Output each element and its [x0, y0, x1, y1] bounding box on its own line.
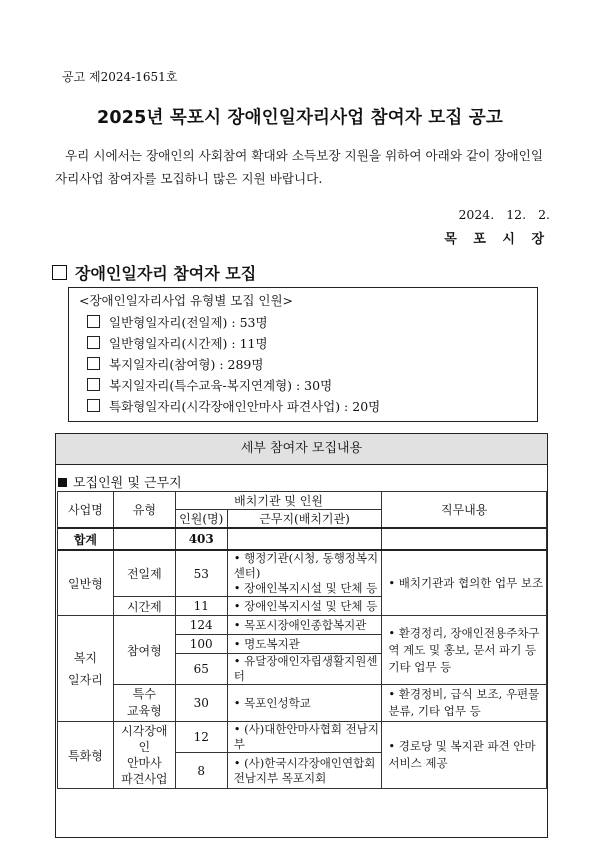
signer: 목 포 시 장 [444, 232, 550, 247]
recruit-summary-heading: <장애인일자리사업 유형별 모집 인원> [79, 293, 293, 308]
welfare2-worksite: • 명도복지관 [227, 635, 382, 654]
massage2-count: 8 [175, 753, 227, 789]
massage1-count: 12 [175, 722, 227, 753]
type-massage: 시각장애인 안마사 파견사업 [113, 722, 175, 789]
col-header-duty: 직무내용 [382, 492, 547, 529]
placement-table [57, 491, 547, 789]
list-item-text: 특화형일자리(시각장애인안마사 파견사업) : 20명 [109, 399, 381, 414]
list-item [87, 333, 380, 354]
fulltime-count: 53 [175, 550, 227, 597]
list-item [87, 375, 380, 396]
checkbox-icon [87, 399, 100, 412]
type-participation: 참여형 [113, 616, 175, 685]
table-cell [382, 528, 547, 550]
duty-massage: • 경로당 및 복지관 파견 안마 서비스 제공 [382, 722, 547, 789]
detail-subheading [58, 472, 182, 491]
page-title: 2025년 목포시 장애인일자리사업 참여자 모집 공고 [97, 108, 503, 128]
filled-square-icon [58, 478, 67, 487]
notice-number: 공고 제2024-1651호 [62, 70, 178, 84]
notice-date: 2024. 12. 2. [458, 207, 550, 222]
type-special-ed: 특수 교육형 [113, 685, 175, 722]
welfare1-count: 124 [175, 616, 227, 635]
list-item-text: 일반형일자리(전일제) : 53명 [109, 315, 268, 330]
list-item [87, 354, 380, 375]
list-item [87, 312, 380, 333]
list-item-text: 복지일자리(참여형) : 289명 [109, 357, 264, 372]
recruit-summary-list [87, 312, 380, 417]
recruit-summary-box [68, 287, 538, 422]
group-general: 일반형 [58, 550, 114, 616]
total-label: 합계 [58, 528, 114, 550]
table-cell [113, 528, 175, 550]
col-header-type: 유형 [113, 492, 175, 529]
welfare3-count: 65 [175, 654, 227, 685]
detail-section [55, 433, 548, 838]
parttime-count: 11 [175, 597, 227, 616]
intro-paragraph: 우리 시에서는 장애인의 사회참여 확대와 소득보장 지원을 위하여 아래와 같이 장애인일자리사업 참여자를 모집하니 많은 지원 바랍니다. [55, 148, 543, 186]
checkbox-square-icon [52, 265, 67, 280]
list-item-text: 일반형일자리(시간제) : 11명 [109, 336, 268, 351]
massage2-worksite: • (사)한국시각장애인연합회 전남지부 목포지회 [227, 753, 382, 789]
speced-count: 30 [175, 685, 227, 722]
checkbox-icon [87, 315, 100, 328]
list-item-text: 복지일자리(특수교육-복지연계형) : 30명 [109, 378, 333, 393]
duty-welfare: • 환경정리, 장애인전용주차구역 계도 및 홍보, 문서 파기 등 기타 업무 등 [382, 616, 547, 685]
welfare2-count: 100 [175, 635, 227, 654]
checkbox-icon [87, 336, 100, 349]
type-fulltime: 전일제 [113, 550, 175, 597]
list-item [87, 396, 380, 417]
group-special: 특화형 [58, 722, 114, 789]
parttime-worksite: • 장애인복지시설 및 단체 등 [227, 597, 382, 616]
section-title: 장애인일자리 참여자 모집 [75, 264, 257, 283]
total-count: 403 [175, 528, 227, 550]
type-parttime: 시간제 [113, 597, 175, 616]
group-welfare: 복지 일자리 [58, 616, 114, 722]
duty-general: • 배치기관과 협의한 업무 보조 [382, 550, 547, 616]
detail-subheading-text: 모집인원 및 근무지 [73, 476, 182, 491]
checkbox-icon [87, 357, 100, 370]
col-header-placement: 배치기관 및 인원 [175, 492, 382, 510]
welfare3-worksite: • 유달장애인자립생활지원센터 [227, 654, 382, 685]
detail-header: 세부 참여자 모집내용 [56, 434, 547, 465]
massage1-worksite: • (사)대한안마사협회 전남지부 [227, 722, 382, 753]
table-cell [227, 528, 382, 550]
col-header-program: 사업명 [58, 492, 114, 529]
speced-worksite: • 목포인성학교 [227, 685, 382, 722]
duty-special-ed: • 환경정비, 급식 보조, 우편물 분류, 기타 업무 등 [382, 685, 547, 722]
col-header-worksite: 근무지(배치기관) [227, 510, 382, 529]
section-heading [52, 261, 256, 284]
col-header-count: 인원(명) [175, 510, 227, 529]
checkbox-icon [87, 378, 100, 391]
fulltime-worksite: • 행정기관(시청, 동행정복지센터) • 장애인복지시설 및 단체 등 [227, 550, 382, 597]
welfare1-worksite: • 목포시장애인종합복지관 [227, 616, 382, 635]
